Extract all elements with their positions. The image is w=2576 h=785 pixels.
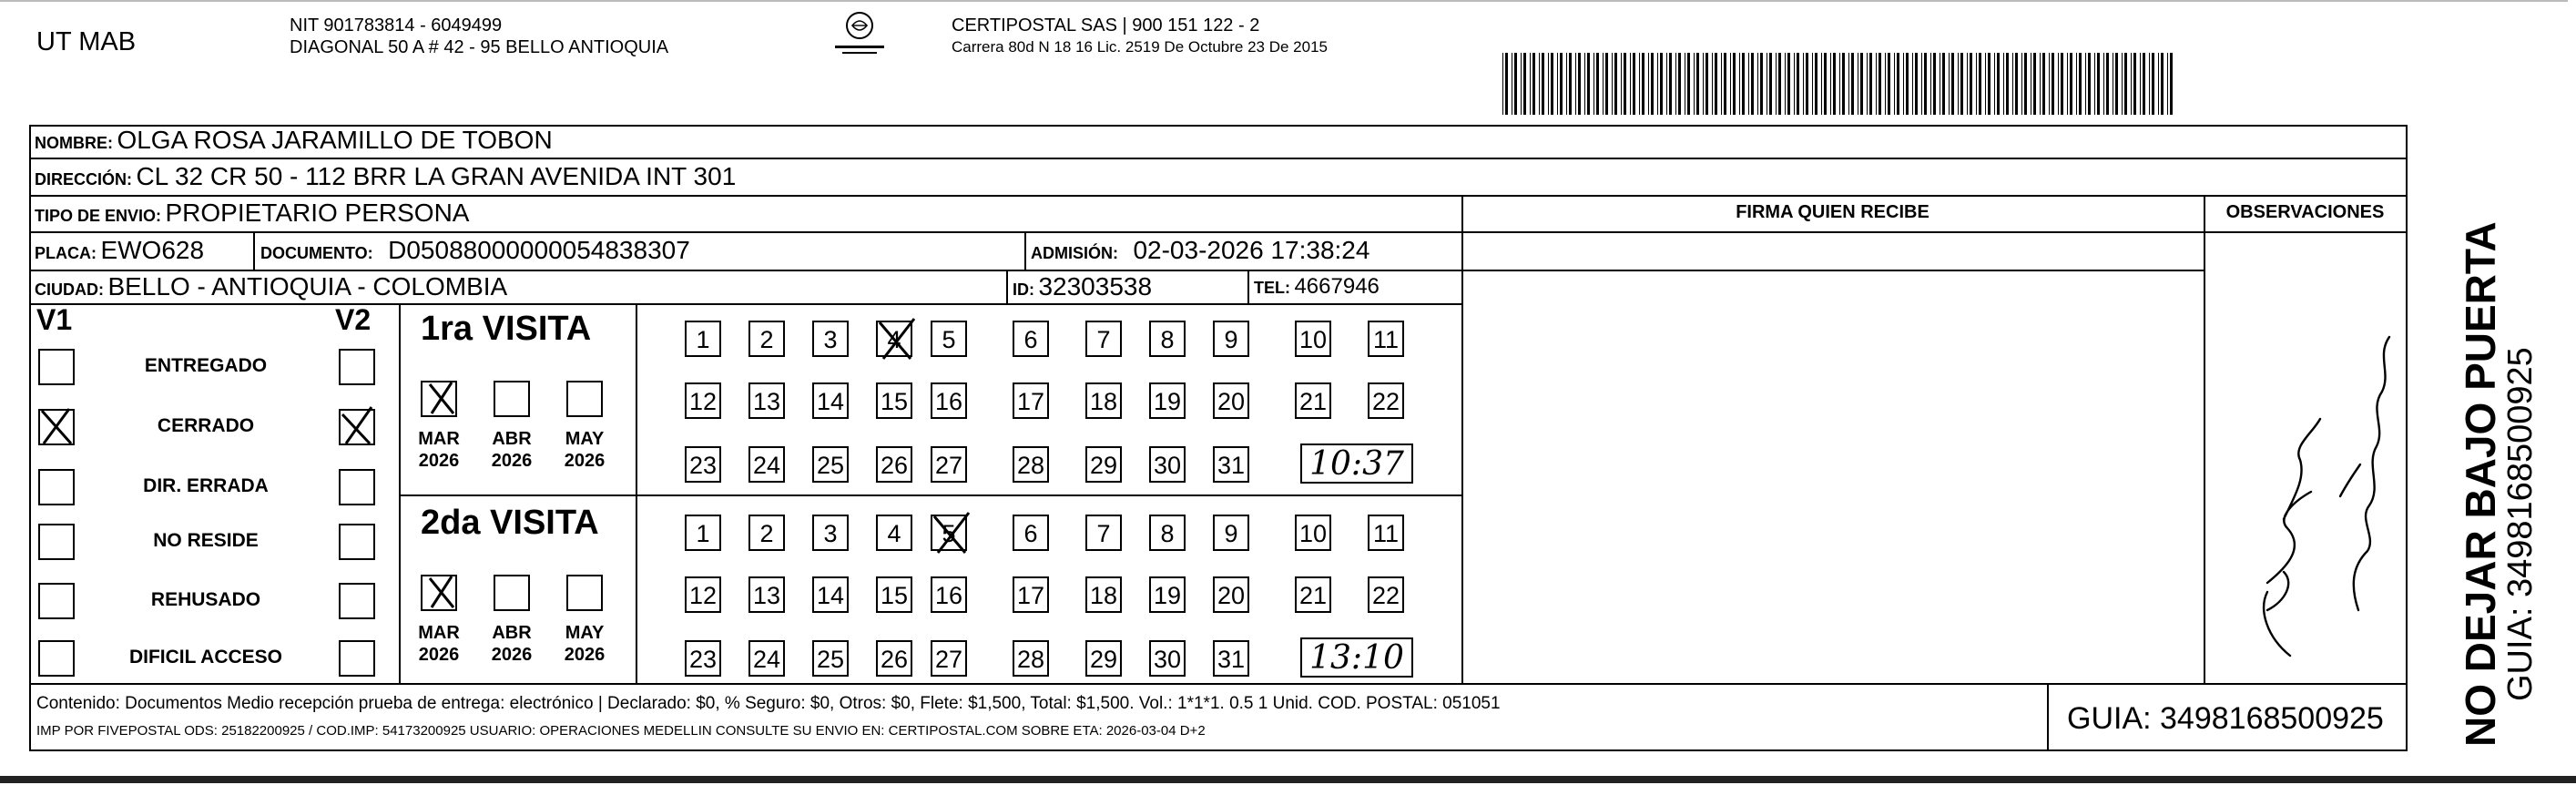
day-box[interactable]: 9 <box>1213 321 1249 357</box>
sender-name: UT MAB <box>36 27 137 56</box>
footer-contents: Contenido: Documentos Medio recepción prueba de entrega: electrónico | Declarado: $0, % Seguro: $0, Otros: $0, Flete: $1,500, Total: $1,500. Vol.: 1*1*1. 0.5 1 Unid. COD. POSTAL: 051051 <box>36 694 1501 713</box>
shipment-type: PROPIETARIO PERSONA <box>165 199 470 227</box>
tel-value: 4667946 <box>1294 274 1380 299</box>
day-box[interactable]: 1 <box>685 321 721 357</box>
day-box[interactable]: 24 <box>748 640 785 677</box>
month-label <box>480 428 544 472</box>
day-box[interactable]: 31 <box>1213 640 1249 677</box>
signature-header: FIRMA QUIEN RECIBE <box>1736 202 1929 222</box>
day-box[interactable]: 3 <box>812 515 849 551</box>
visit-2-time: 13:10 <box>1300 637 1413 678</box>
v2-checkbox[interactable] <box>339 640 375 677</box>
status-label: NO RESIDE <box>153 530 259 551</box>
type-label: TIPO DE ENVIO: <box>35 207 162 225</box>
day-box[interactable]: 28 <box>1013 446 1049 483</box>
day-box[interactable]: 17 <box>1013 382 1049 419</box>
month-name: ABR <box>492 623 532 643</box>
certipostal-logo <box>833 7 886 62</box>
day-box[interactable]: 29 <box>1085 446 1122 483</box>
day-box[interactable]: 21 <box>1295 382 1331 419</box>
v1-checkbox[interactable] <box>38 349 75 385</box>
plate-label: PLACA: <box>35 244 97 262</box>
day-box[interactable]: 19 <box>1149 576 1186 613</box>
id-label: ID: <box>1013 280 1034 299</box>
day-box[interactable]: 23 <box>685 446 721 483</box>
v2-checkbox[interactable] <box>339 469 375 505</box>
address-label: DIRECCIÓN: <box>35 170 132 189</box>
document-value: D05088000000054838307 <box>388 236 690 264</box>
month-year: 2026 <box>564 645 606 665</box>
carrier-name: CERTIPOSTAL SAS | 900 151 122 - 2 <box>952 15 1260 36</box>
day-box[interactable]: 28 <box>1013 640 1049 677</box>
day-box[interactable]: 30 <box>1149 446 1186 483</box>
status-label: REHUSADO <box>150 589 261 610</box>
carrier-license: Carrera 80d N 18 16 Lic. 2519 De Octubre 23 De 2015 <box>952 38 1328 56</box>
v1-checkbox[interactable] <box>38 469 75 505</box>
day-box[interactable]: 17 <box>1013 576 1049 613</box>
visit-2-title: 2da VISITA <box>421 504 599 542</box>
day-box[interactable]: 11 <box>1368 321 1404 357</box>
day-box[interactable]: 8 <box>1149 515 1186 551</box>
barcode <box>1502 53 2176 115</box>
city-cell <box>35 272 507 301</box>
v2-header: V2 <box>335 303 372 336</box>
day-box[interactable]: 14 <box>812 576 849 613</box>
id-cell <box>1013 272 1152 301</box>
day-box[interactable]: 26 <box>876 640 912 677</box>
day-box[interactable]: 25 <box>812 640 849 677</box>
day-box[interactable]: 18 <box>1085 576 1122 613</box>
day-box[interactable]: 8 <box>1149 321 1186 357</box>
month-year: 2026 <box>418 645 460 665</box>
day-box[interactable]: 10 <box>1295 321 1331 357</box>
v2-checkbox[interactable] <box>339 583 375 619</box>
v1-header: V1 <box>36 303 73 336</box>
day-box[interactable]: 18 <box>1085 382 1122 419</box>
v2-checkbox[interactable] <box>339 349 375 385</box>
day-box[interactable]: 4 <box>876 321 912 357</box>
day-box[interactable]: 13 <box>748 382 785 419</box>
day-box[interactable]: 7 <box>1085 515 1122 551</box>
admission-label: ADMISIÓN: <box>1031 244 1118 262</box>
status-label: DIFICIL ACCESO <box>128 647 282 668</box>
plate-cell <box>35 236 204 265</box>
month-name: ABR <box>492 429 532 449</box>
day-box[interactable]: 5 <box>931 515 967 551</box>
month-checkbox[interactable] <box>494 381 530 417</box>
day-box[interactable]: 10 <box>1295 515 1331 551</box>
address-row <box>35 162 736 191</box>
v1-checkbox[interactable] <box>38 524 75 560</box>
v2-checkbox[interactable] <box>339 409 375 445</box>
day-box[interactable]: 20 <box>1213 382 1249 419</box>
day-box[interactable]: 21 <box>1295 576 1331 613</box>
month-year: 2026 <box>418 451 460 471</box>
day-box[interactable]: 27 <box>931 446 967 483</box>
tel-label: TEL: <box>1254 279 1290 297</box>
admission-cell <box>1031 236 1369 265</box>
day-box[interactable]: 24 <box>748 446 785 483</box>
day-box[interactable]: 25 <box>812 446 849 483</box>
day-box[interactable]: 19 <box>1149 382 1186 419</box>
month-year: 2026 <box>491 451 533 471</box>
day-box[interactable]: 22 <box>1368 576 1404 613</box>
status-label: CERRADO <box>157 415 255 436</box>
day-box[interactable]: 14 <box>812 382 849 419</box>
recipient-address: CL 32 CR 50 - 112 BRR LA GRAN AVENIDA INT 301 <box>136 162 737 190</box>
month-label <box>553 622 616 666</box>
day-box[interactable]: 20 <box>1213 576 1249 613</box>
day-box[interactable]: 30 <box>1149 640 1186 677</box>
day-box[interactable]: 13 <box>748 576 785 613</box>
side-guide-number: GUIA: 3498168500925 <box>2501 347 2540 701</box>
day-box[interactable]: 7 <box>1085 321 1122 357</box>
day-box[interactable]: 29 <box>1085 640 1122 677</box>
footer-print-info: IMP POR FIVEPOSTAL ODS: 25182200925 / COD.IMP: 54173200925 USUARIO: OPERACIONES MEDELLIN CONSULTE SU ENVIO EN: CERTIPOSTAL.COM SOBRE ETA: 2026-03-04 D+2 <box>36 723 1206 739</box>
name-row <box>35 126 553 155</box>
month-label <box>480 622 544 666</box>
sender-nit: NIT 901783814 - 6049499 <box>290 15 503 36</box>
tel-cell <box>1254 274 1380 300</box>
id-value: 32303538 <box>1038 272 1153 301</box>
handwritten-observation <box>2204 310 2404 674</box>
observations-header: OBSERVACIONES <box>2225 202 2385 222</box>
sender-address: DIAGONAL 50 A # 42 - 95 BELLO ANTIOQUIA <box>290 37 669 57</box>
status-label: DIR. ERRADA <box>143 475 269 496</box>
admission-value: 02-03-2026 17:38:24 <box>1133 236 1370 264</box>
day-box[interactable]: 3 <box>812 321 849 357</box>
v2-checkbox[interactable] <box>339 524 375 560</box>
month-checkbox[interactable] <box>421 381 457 417</box>
day-box[interactable]: 16 <box>931 576 967 613</box>
visit-1-title: 1ra VISITA <box>421 310 592 348</box>
day-box[interactable]: 15 <box>876 576 912 613</box>
day-box[interactable]: 6 <box>1013 515 1049 551</box>
month-label <box>407 622 471 666</box>
top-edge-line <box>0 0 2568 2</box>
bottom-edge-line <box>0 776 2576 783</box>
day-box[interactable]: 12 <box>685 382 721 419</box>
month-label <box>553 428 616 472</box>
day-box[interactable]: 1 <box>685 515 721 551</box>
name-label: NOMBRE: <box>35 134 113 152</box>
day-box[interactable]: 27 <box>931 640 967 677</box>
visit-1-time: 10:37 <box>1300 443 1413 484</box>
day-box[interactable]: 5 <box>931 321 967 357</box>
month-name: MAR <box>418 623 460 643</box>
day-box[interactable]: 11 <box>1368 515 1404 551</box>
guide-number: GUIA: 3498168500925 <box>2067 701 2384 736</box>
day-box[interactable]: 31 <box>1213 446 1249 483</box>
day-box[interactable]: 15 <box>876 382 912 419</box>
day-box[interactable]: 26 <box>876 446 912 483</box>
document-cell <box>260 236 690 265</box>
city-label: CIUDAD: <box>35 280 104 299</box>
side-notice: NO DEJAR BAJO PUERTA <box>2457 221 2504 747</box>
document-label: DOCUMENTO: <box>260 244 373 262</box>
month-label <box>407 428 471 472</box>
month-year: 2026 <box>491 645 533 665</box>
day-box[interactable]: 23 <box>685 640 721 677</box>
month-year: 2026 <box>564 451 606 471</box>
day-box[interactable]: 22 <box>1368 382 1404 419</box>
month-name: MAR <box>418 429 460 449</box>
month-checkbox[interactable] <box>421 575 457 611</box>
month-name: MAY <box>565 429 605 449</box>
v1-checkbox[interactable] <box>38 640 75 677</box>
type-row <box>35 199 469 228</box>
day-box[interactable]: 2 <box>748 321 785 357</box>
status-label: ENTREGADO <box>144 355 268 376</box>
day-box[interactable]: 9 <box>1213 515 1249 551</box>
v1-checkbox[interactable] <box>38 583 75 619</box>
day-box[interactable]: 16 <box>931 382 967 419</box>
recipient-name: OLGA ROSA JARAMILLO DE TOBON <box>117 126 553 154</box>
month-checkbox[interactable] <box>566 575 603 611</box>
month-checkbox[interactable] <box>494 575 530 611</box>
month-checkbox[interactable] <box>566 381 603 417</box>
day-box[interactable]: 12 <box>685 576 721 613</box>
plate-value: EWO628 <box>100 236 205 264</box>
city-value: BELLO - ANTIOQUIA - COLOMBIA <box>107 272 508 301</box>
day-box[interactable]: 2 <box>748 515 785 551</box>
v1-checkbox[interactable] <box>38 409 75 445</box>
day-box[interactable]: 4 <box>876 515 912 551</box>
day-box[interactable]: 6 <box>1013 321 1049 357</box>
month-name: MAY <box>565 623 605 643</box>
